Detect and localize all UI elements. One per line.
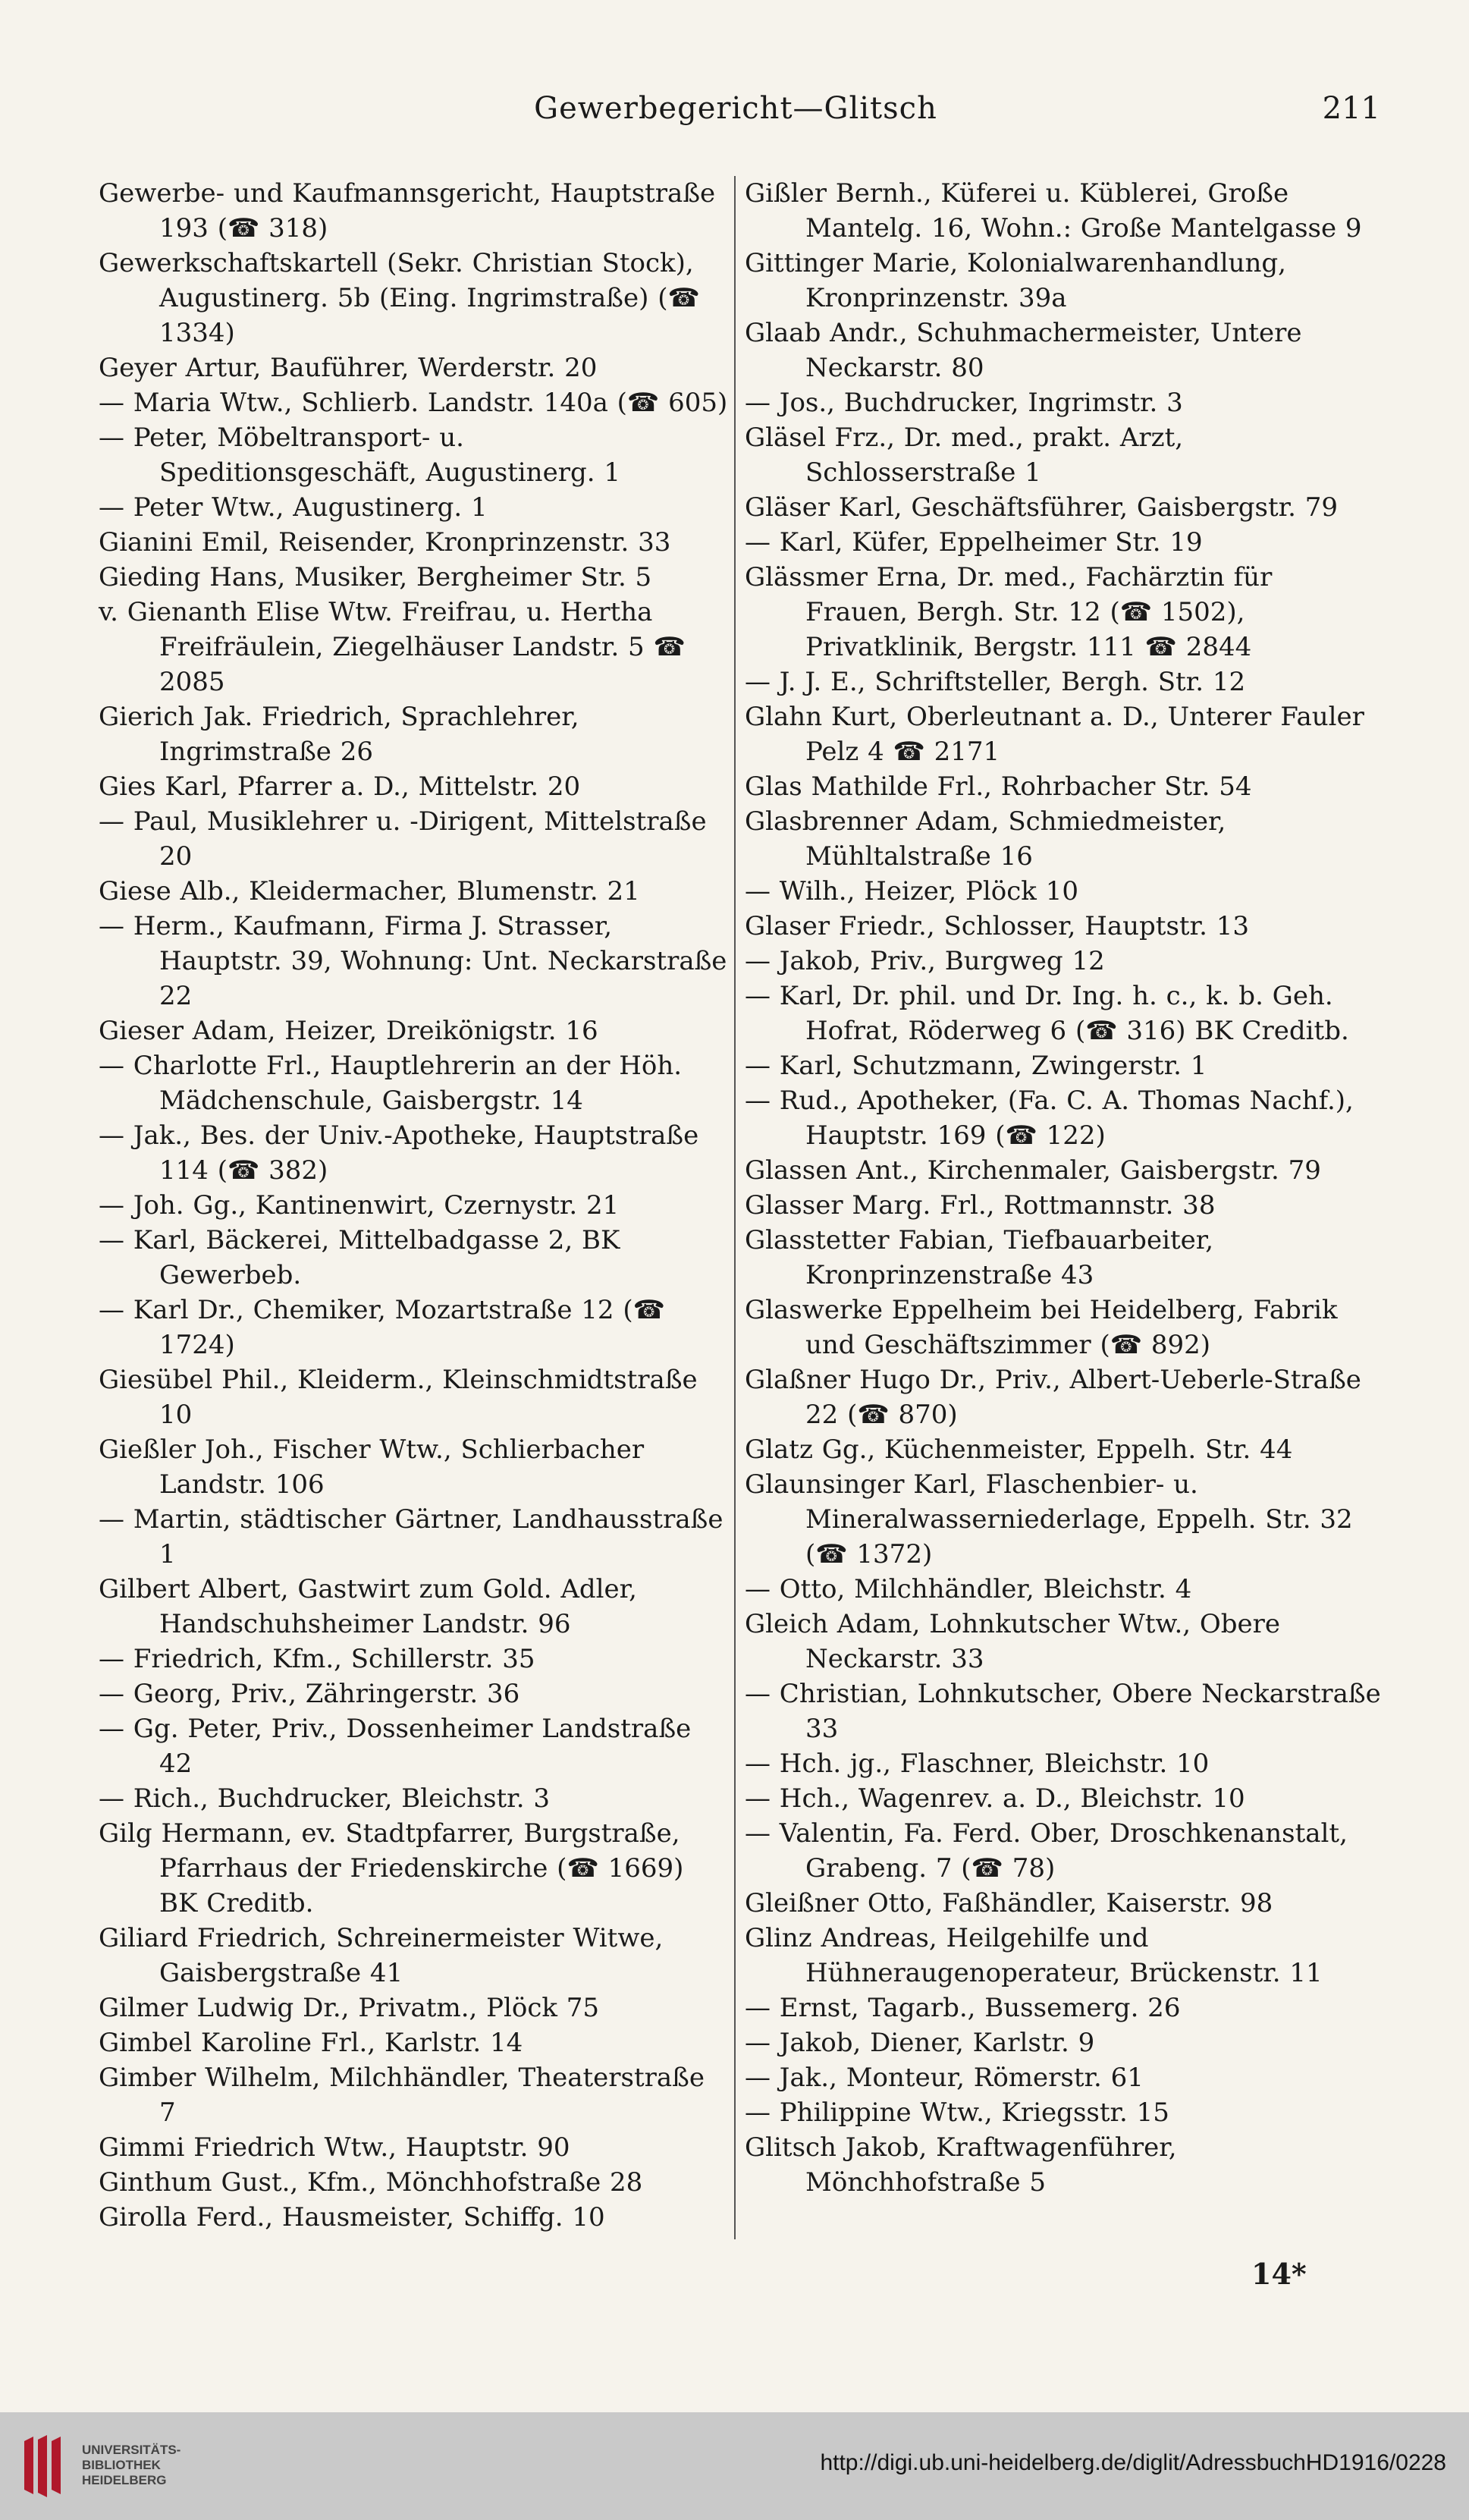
- directory-entry: Glasstetter Fabian, Tiefbauarbeiter, Kronprinzenstraße 43: [745, 1225, 1214, 1290]
- directory-entry: Glaswerke Eppelheim bei Heidelberg, Fabrik und Geschäftszimmer (☎ 892): [745, 1295, 1338, 1360]
- directory-entry: Gimmi Friedrich Wtw., Hauptstr. 90: [99, 2132, 570, 2163]
- directory-entry: — Hch. jg., Flaschner, Bleichstr. 10: [745, 1749, 1210, 1779]
- directory-entry: Gianini Emil, Reisender, Kronprinzenstr. 33: [99, 527, 671, 558]
- directory-entry: — Paul, Musiklehrer u. -Dirigent, Mittelstraße 20: [99, 806, 707, 872]
- directory-entry: — Hch., Wagenrev. a. D., Bleichstr. 10: [745, 1783, 1245, 1814]
- directory-entry: — Rud., Apotheker, (Fa. C. A. Thomas Nachf.), Hauptstr. 169 (☎ 122): [745, 1086, 1354, 1151]
- directory-entry: — Karl, Küfer, Eppelheimer Str. 19: [745, 527, 1203, 558]
- directory-entry: Glaunsinger Karl, Flaschenbier- u. Mineralwasserniederlage, Eppelh. Str. 32 (☎ 1372): [745, 1469, 1353, 1570]
- directory-entry: Glitsch Jakob, Kraftwagenführer, Mönchhofstraße 5: [745, 2132, 1177, 2198]
- directory-entry: Gilbert Albert, Gastwirt zum Gold. Adler, Handschuhsheimer Landstr. 96: [99, 1574, 637, 1639]
- directory-entry: Giesübel Phil., Kleiderm., Kleinschmidtstraße 10: [99, 1365, 698, 1430]
- directory-entry: — Karl, Schutzmann, Zwingerstr. 1: [745, 1051, 1207, 1081]
- directory-entry: — Jak., Bes. der Univ.-Apotheke, Hauptstraße 114 (☎ 382): [99, 1120, 699, 1186]
- directory-entry: Glahn Kurt, Oberleutnant a. D., Unterer Fauler Pelz 4 ☎ 2171: [745, 702, 1364, 767]
- column-divider: [734, 176, 736, 2239]
- directory-entry: — Joh. Gg., Kantinenwirt, Czernystr. 21: [99, 1190, 620, 1221]
- directory-entry: — Peter, Möbeltransport- u. Speditionsgeschäft, Augustinerg. 1: [99, 423, 620, 488]
- directory-entry: Glatz Gg., Küchenmeister, Eppelh. Str. 44: [745, 1434, 1293, 1465]
- directory-entry: Girolla Ferd., Hausmeister, Schiffg. 10: [99, 2202, 605, 2232]
- directory-entry: Glassen Ant., Kirchenmaler, Gaisbergstr. 79: [745, 1155, 1321, 1186]
- directory-entry: Glasser Marg. Frl., Rottmannstr. 38: [745, 1190, 1216, 1221]
- directory-columns: [99, 176, 1388, 2239]
- directory-entry: Glas Mathilde Frl., Rohrbacher Str. 54: [745, 771, 1252, 802]
- directory-entry: Gilg Hermann, ev. Stadtpfarrer, Burgstraße, Pfarrhaus der Friedenskirche (☎ 1669) BK Creditb.: [99, 1818, 684, 1918]
- page-number: 211: [1322, 91, 1380, 126]
- directory-entry: — Georg, Priv., Zähringerstr. 36: [99, 1679, 520, 1709]
- directory-entry: — Gg. Peter, Priv., Dossenheimer Landstraße 42: [99, 1714, 692, 1779]
- directory-entry: v. Gienanth Elise Wtw. Freifrau, u. Hertha Freifräulein, Ziegelhäuser Landstr. 5 ☎ 2085: [99, 597, 686, 697]
- library-name: UNIVERSITÄTS- BIBLIOTHEK HEIDELBERG: [82, 2443, 181, 2487]
- directory-entry: — Karl, Bäckerei, Mittelbadgasse 2, BK Gewerbeb.: [99, 1225, 620, 1290]
- directory-entry: Glässmer Erna, Dr. med., Fachärztin für Frauen, Bergh. Str. 12 (☎ 1502), Privatklinik, Bergstr. 111 ☎ 2844: [745, 562, 1273, 662]
- directory-entry: — Ernst, Tagarb., Bussemerg. 26: [745, 1993, 1181, 2023]
- directory-entry: — Philippine Wtw., Kriegsstr. 15: [745, 2097, 1169, 2128]
- page-header: [91, 91, 1380, 137]
- directory-entry: Gies Karl, Pfarrer a. D., Mittelstr. 20: [99, 771, 581, 802]
- directory-entry: Gleich Adam, Lohnkutscher Wtw., Obere Neckarstr. 33: [745, 1609, 1281, 1674]
- directory-entry: Gewerbe- und Kaufmannsgericht, Hauptstraße 193 (☎ 318): [99, 178, 716, 244]
- directory-entry: — Christian, Lohnkutscher, Obere Neckarstraße 33: [745, 1679, 1381, 1744]
- directory-entry: — Martin, städtischer Gärtner, Landhausstraße 1: [99, 1504, 724, 1570]
- directory-entry: Gießler Joh., Fischer Wtw., Schlierbacher Landstr. 106: [99, 1434, 645, 1500]
- directory-entry: Giliard Friedrich, Schreinermeister Witwe, Gaisbergstraße 41: [99, 1923, 664, 1988]
- directory-entry: Glaßner Hugo Dr., Priv., Albert-Ueberle-Straße 22 (☎ 870): [745, 1365, 1361, 1430]
- directory-entry: — J. J. E., Schriftsteller, Bergh. Str. 12: [745, 667, 1246, 697]
- directory-entry: — Maria Wtw., Schlierb. Landstr. 140a (☎ 605): [99, 388, 728, 418]
- directory-entry: Gilmer Ludwig Dr., Privatm., Plöck 75: [99, 1993, 600, 2023]
- directory-entry: — Valentin, Fa. Ferd. Ober, Droschkenanstalt, Grabeng. 7 (☎ 78): [745, 1818, 1348, 1884]
- directory-entry: Glasbrenner Adam, Schmiedmeister, Mühltalstraße 16: [745, 806, 1226, 872]
- directory-entry: — Jak., Monteur, Römerstr. 61: [745, 2063, 1144, 2093]
- directory-entry: — Wilh., Heizer, Plöck 10: [745, 876, 1078, 907]
- directory-entry: — Karl Dr., Chemiker, Mozartstraße 12 (☎ 1724): [99, 1295, 665, 1360]
- viewer-footer: [0, 2412, 1469, 2520]
- directory-entry: Gleißner Otto, Faßhändler, Kaiserstr. 98: [745, 1888, 1273, 1918]
- directory-entry: — Jakob, Diener, Karlstr. 9: [745, 2028, 1095, 2058]
- directory-entry: — Herm., Kaufmann, Firma J. Strasser, Hauptstr. 39, Wohnung: Unt. Neckarstraße 22: [99, 911, 727, 1011]
- running-title: Gewerbegericht—Glitsch: [534, 91, 937, 126]
- directory-entry: Gierich Jak. Friedrich, Sprachlehrer, Ingrimstraße 26: [99, 702, 579, 767]
- library-logo-icon: [17, 2434, 70, 2499]
- directory-entry: Gittinger Marie, Kolonialwarenhandlung, Kronprinzenstr. 39a: [745, 248, 1286, 313]
- directory-entry: — Jos., Buchdrucker, Ingrimstr. 3: [745, 388, 1183, 418]
- directory-entry: Geyer Artur, Bauführer, Werderstr. 20: [99, 353, 598, 383]
- directory-entry: — Peter Wtw., Augustinerg. 1: [99, 492, 488, 523]
- directory-entry: — Karl, Dr. phil. und Dr. Ing. h. c., k. b. Geh. Hofrat, Röderweg 6 (☎ 316) BK Creditb.: [745, 981, 1349, 1046]
- directory-entry: Glaser Friedr., Schlosser, Hauptstr. 13: [745, 911, 1249, 941]
- directory-entry: Gieser Adam, Heizer, Dreikönigstr. 16: [99, 1016, 598, 1046]
- directory-entry: Gewerkschaftskartell (Sekr. Christian Stock), Augustinerg. 5b (Eing. Ingrimstraße) (☎ 1334): [99, 248, 700, 348]
- directory-entry: — Jakob, Priv., Burgweg 12: [745, 946, 1105, 976]
- directory-entry: Gimbel Karoline Frl., Karlstr. 14: [99, 2028, 523, 2058]
- directory-entry: Giese Alb., Kleidermacher, Blumenstr. 21: [99, 876, 640, 907]
- directory-entry: Glaab Andr., Schuhmachermeister, Untere Neckarstr. 80: [745, 318, 1302, 383]
- directory-entry: Gieding Hans, Musiker, Bergheimer Str. 5: [99, 562, 652, 592]
- directory-entry: Gißler Bernh., Küferei u. Küblerei, Große Mantelg. 16, Wohn.: Große Mantelgasse 9: [745, 178, 1362, 244]
- source-url-link[interactable]: http://digi.ub.uni-heidelberg.de/diglit/AdressbuchHD1916/0228: [820, 2450, 1446, 2475]
- directory-entry: — Otto, Milchhändler, Bleichstr. 4: [745, 1574, 1192, 1604]
- directory-entry: — Charlotte Frl., Hauptlehrerin an der Höh. Mädchenschule, Gaisbergstr. 14: [99, 1051, 683, 1116]
- right-column: [745, 176, 1382, 2200]
- sheet-signature: 14*: [1251, 2257, 1307, 2291]
- directory-entry: — Friedrich, Kfm., Schillerstr. 35: [99, 1644, 535, 1674]
- directory-entry: Gläser Karl, Geschäftsführer, Gaisbergstr. 79: [745, 492, 1339, 523]
- directory-entry: Gimber Wilhelm, Milchhändler, Theaterstraße 7: [99, 2063, 705, 2128]
- directory-entry: Ginthum Gust., Kfm., Mönchhofstraße 28: [99, 2167, 643, 2198]
- directory-entry: Glinz Andreas, Heilgehilfe und Hühneraugenoperateur, Brückenstr. 11: [745, 1923, 1323, 1988]
- directory-entry: Gläsel Frz., Dr. med., prakt. Arzt, Schlosserstraße 1: [745, 423, 1184, 488]
- left-column: [99, 176, 728, 2235]
- directory-entry: — Rich., Buchdrucker, Bleichstr. 3: [99, 1783, 550, 1814]
